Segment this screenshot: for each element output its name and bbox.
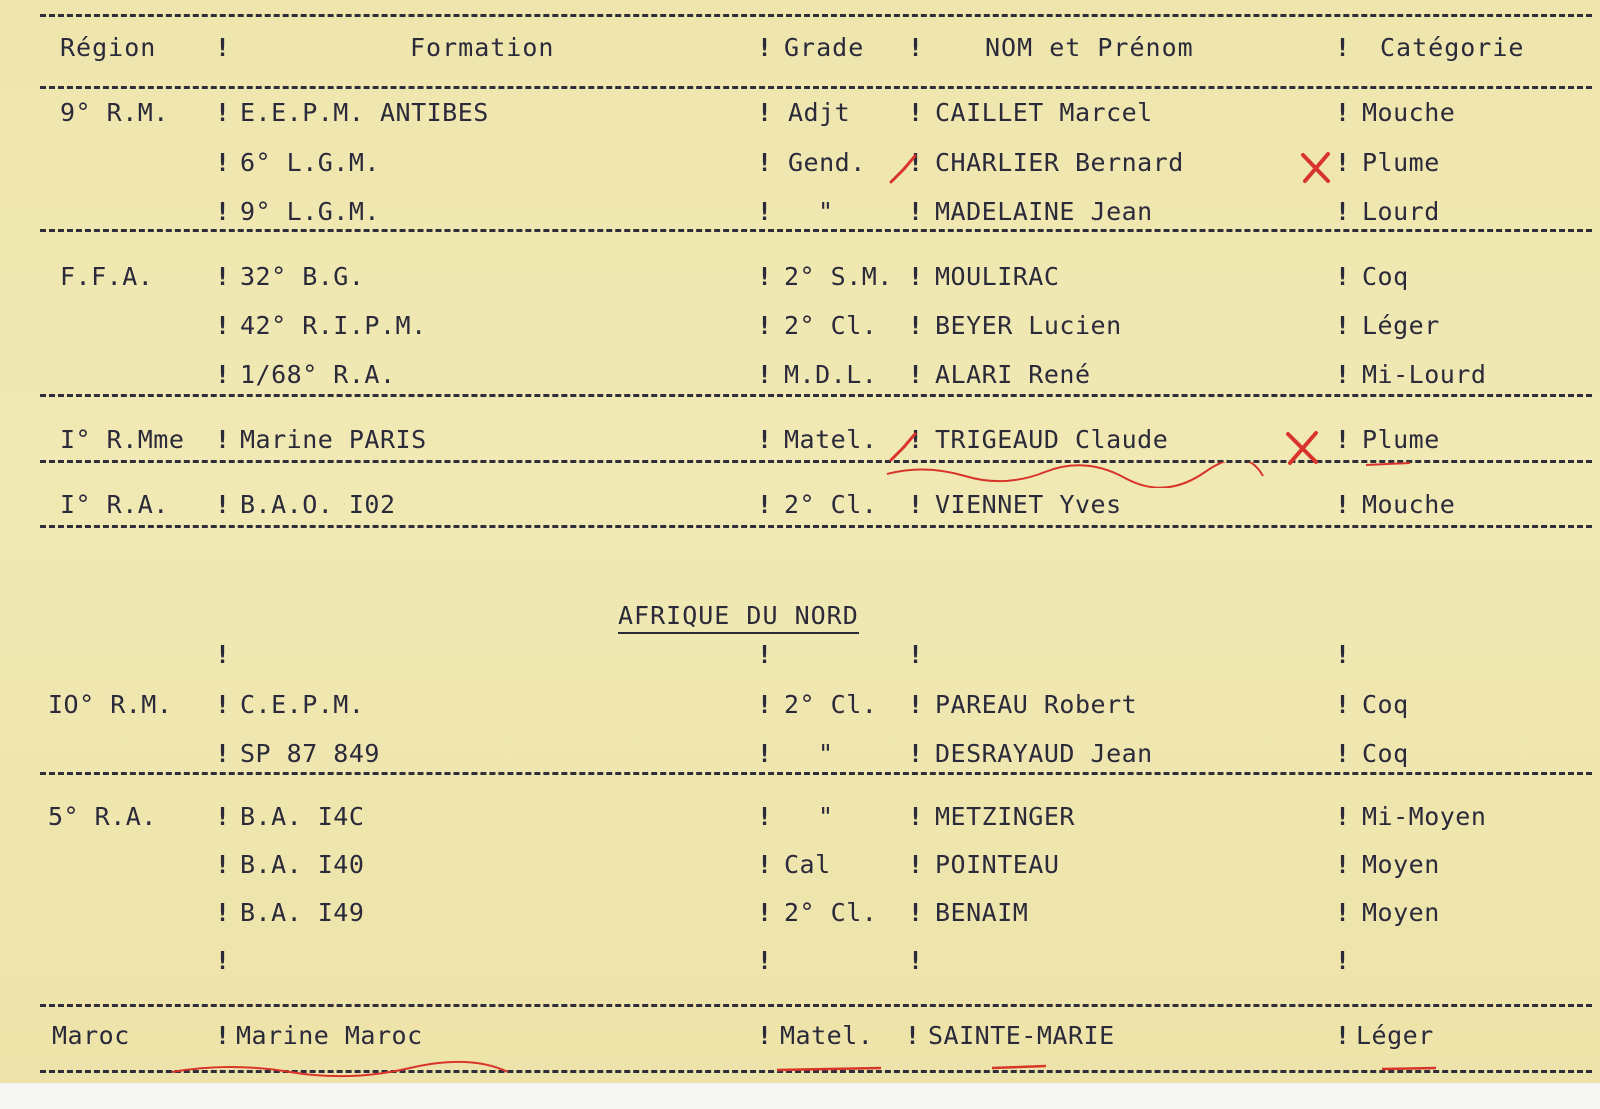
cell-nom: CAILLET Marcel <box>935 98 1153 127</box>
separator: ! <box>215 98 231 127</box>
cell-categorie: Mi-Lourd <box>1362 360 1487 389</box>
separator: ! <box>757 425 773 454</box>
cell-formation: C.E.P.M. <box>240 690 365 719</box>
separator: ! <box>908 98 924 127</box>
separator: ! <box>215 148 231 177</box>
separator: ! <box>908 311 924 340</box>
separator: ! <box>757 640 773 669</box>
separator: ! <box>1335 739 1351 768</box>
separator: ! <box>1335 360 1351 389</box>
red-underline <box>1364 455 1414 471</box>
cell-region: F.F.A. <box>60 262 154 291</box>
separator: ! <box>757 739 773 768</box>
cell-categorie: Léger <box>1362 311 1440 340</box>
separator: ! <box>908 490 924 519</box>
separator: ! <box>1335 425 1351 454</box>
separator: ! <box>757 197 773 226</box>
red-wavy-underline <box>885 462 1265 488</box>
cell-formation: Marine PARIS <box>240 425 427 454</box>
cell-nom: DESRAYAUD Jean <box>935 739 1153 768</box>
separator: ! <box>1335 946 1351 975</box>
cell-grade: " <box>818 197 834 226</box>
page-margin <box>0 1083 1600 1109</box>
separator: ! <box>1335 802 1351 831</box>
cell-formation: B.A. I49 <box>240 898 365 927</box>
cell-nom: TRIGEAUD Claude <box>935 425 1169 454</box>
cell-formation: SP 87 849 <box>240 739 380 768</box>
separator: ! <box>905 1021 921 1050</box>
separator: ! <box>215 262 231 291</box>
red-check-mark <box>885 150 925 190</box>
header-formation: Formation <box>410 33 555 62</box>
separator: ! <box>215 197 231 226</box>
cell-region: Maroc <box>52 1021 130 1050</box>
red-underline <box>775 1060 885 1076</box>
cell-formation: B.A.O. I02 <box>240 490 396 519</box>
separator: ! <box>1335 1021 1351 1050</box>
cell-formation: 1/68° R.A. <box>240 360 396 389</box>
separator: ! <box>1335 898 1351 927</box>
separator: ! <box>215 739 231 768</box>
separator: ! <box>1335 311 1351 340</box>
header-categorie: Catégorie <box>1380 33 1525 62</box>
separator: ! <box>757 311 773 340</box>
separator: ! <box>757 148 773 177</box>
separator: ! <box>908 640 924 669</box>
red-underline <box>990 1058 1050 1074</box>
separator: ! <box>215 1021 231 1050</box>
separator: ! <box>1335 148 1351 177</box>
cell-region: I° R.Mme <box>60 425 185 454</box>
separator: ! <box>215 802 231 831</box>
cell-grade: Matel. <box>784 425 878 454</box>
separator: ! <box>757 802 773 831</box>
rule-header <box>40 86 1592 89</box>
rule-group-5 <box>40 772 1592 775</box>
separator: ! <box>908 802 924 831</box>
separator: ! <box>1335 262 1351 291</box>
separator: ! <box>757 898 773 927</box>
cell-grade: 2° Cl. <box>784 311 878 340</box>
separator: ! <box>1335 640 1351 669</box>
separator: ! <box>908 148 924 177</box>
separator: ! <box>215 311 231 340</box>
cell-region: 5° R.A. <box>48 802 157 831</box>
separator: ! <box>1335 690 1351 719</box>
cell-grade: Adjt <box>788 98 851 127</box>
separator: ! <box>215 850 231 879</box>
separator: ! <box>215 360 231 389</box>
cell-grade: " <box>818 802 834 831</box>
separator: ! <box>908 33 924 62</box>
cell-region: 9° R.M. <box>60 98 169 127</box>
cell-nom: PAREAU Robert <box>935 690 1138 719</box>
cell-grade: M.D.L. <box>784 360 878 389</box>
separator: ! <box>908 739 924 768</box>
cell-categorie: Plume <box>1362 425 1440 454</box>
separator: ! <box>908 898 924 927</box>
rule-group-1 <box>40 229 1592 232</box>
cell-formation: 6° L.G.M. <box>240 148 380 177</box>
cell-formation: B.A. I4C <box>240 802 365 831</box>
rule-group-6 <box>40 1004 1592 1007</box>
separator: ! <box>215 490 231 519</box>
separator: ! <box>757 1021 773 1050</box>
separator: ! <box>1335 33 1351 62</box>
separator: ! <box>1335 490 1351 519</box>
cell-grade: 2° Cl. <box>784 690 878 719</box>
header-grade: Grade <box>784 33 865 62</box>
separator: ! <box>908 690 924 719</box>
cell-nom: POINTEAU <box>935 850 1060 879</box>
cell-grade: Gend. <box>788 148 866 177</box>
cell-nom: MADELAINE Jean <box>935 197 1153 226</box>
cell-categorie: Mouche <box>1362 490 1456 519</box>
cell-formation: 42° R.I.P.M. <box>240 311 427 340</box>
cell-nom: BEYER Lucien <box>935 311 1122 340</box>
separator: ! <box>908 197 924 226</box>
separator: ! <box>908 946 924 975</box>
separator: ! <box>215 640 231 669</box>
cell-grade: Cal <box>784 850 831 879</box>
rule-group-2 <box>40 394 1592 397</box>
separator: ! <box>215 425 231 454</box>
separator: ! <box>1335 98 1351 127</box>
cell-grade: Matel. <box>780 1021 874 1050</box>
cell-nom: CHARLIER Bernard <box>935 148 1184 177</box>
cell-nom: VIENNET Yves <box>935 490 1122 519</box>
red-underline <box>1380 1060 1440 1076</box>
cell-categorie: Coq <box>1362 739 1409 768</box>
separator: ! <box>757 360 773 389</box>
cell-categorie: Coq <box>1362 690 1409 719</box>
red-cross-mark <box>1298 150 1334 186</box>
rule-group-4 <box>40 525 1592 528</box>
cell-grade: 2° S.M. <box>784 262 893 291</box>
separator: ! <box>757 33 773 62</box>
cell-categorie: Mouche <box>1362 98 1456 127</box>
section-title: AFRIQUE DU NORD <box>618 601 859 634</box>
cell-nom: SAINTE-MARIE <box>928 1021 1115 1050</box>
separator: ! <box>757 690 773 719</box>
separator: ! <box>757 850 773 879</box>
separator: ! <box>908 360 924 389</box>
cell-categorie: Léger <box>1356 1021 1434 1050</box>
separator: ! <box>908 262 924 291</box>
cell-formation: B.A. I40 <box>240 850 365 879</box>
separator: ! <box>757 490 773 519</box>
cell-nom: BENAIM <box>935 898 1029 927</box>
separator: ! <box>1335 197 1351 226</box>
red-wavy-underline <box>170 1060 510 1080</box>
separator: ! <box>908 425 924 454</box>
separator: ! <box>757 98 773 127</box>
cell-formation: 9° L.G.M. <box>240 197 380 226</box>
separator: ! <box>757 262 773 291</box>
header-nom: NOM et Prénom <box>985 33 1194 62</box>
cell-categorie: Coq <box>1362 262 1409 291</box>
separator: ! <box>908 850 924 879</box>
cell-formation: E.E.P.M. ANTIBES <box>240 98 489 127</box>
rule-group-3 <box>40 460 1592 463</box>
cell-categorie: Moyen <box>1362 850 1440 879</box>
cell-region: IO° R.M. <box>48 690 173 719</box>
cell-nom: MOULIRAC <box>935 262 1060 291</box>
cell-grade: 2° Cl. <box>784 898 878 927</box>
cell-grade: 2° Cl. <box>784 490 878 519</box>
rule-top <box>40 14 1592 17</box>
separator: ! <box>215 946 231 975</box>
cell-formation: Marine Maroc <box>236 1021 423 1050</box>
cell-grade: " <box>818 739 834 768</box>
cell-categorie: Plume <box>1362 148 1440 177</box>
cell-formation: 32° B.G. <box>240 262 365 291</box>
header-region: Région <box>60 33 157 62</box>
separator: ! <box>757 946 773 975</box>
cell-nom: METZINGER <box>935 802 1075 831</box>
cell-categorie: Moyen <box>1362 898 1440 927</box>
separator: ! <box>215 898 231 927</box>
cell-region: I° R.A. <box>60 490 169 519</box>
cell-categorie: Lourd <box>1362 197 1440 226</box>
cell-nom: ALARI René <box>935 360 1091 389</box>
red-cross-mark <box>1282 428 1322 468</box>
separator: ! <box>215 33 231 62</box>
cell-categorie: Mi-Moyen <box>1362 802 1487 831</box>
separator: ! <box>1335 850 1351 879</box>
separator: ! <box>215 690 231 719</box>
